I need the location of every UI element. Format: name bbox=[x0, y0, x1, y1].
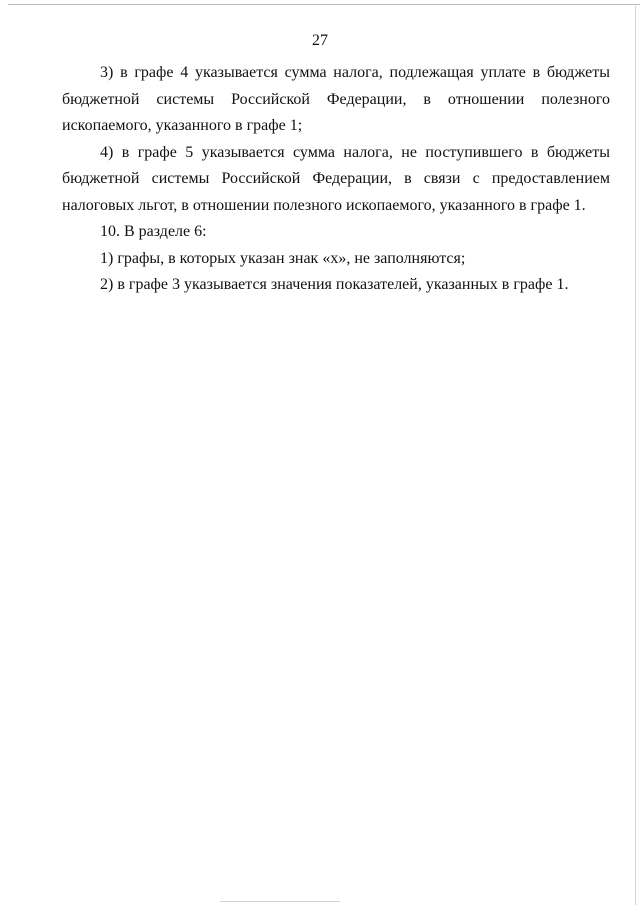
paragraph-item-2: 2) в графе 3 указывается значения показателей, указанных в графе 1. bbox=[100, 276, 569, 293]
document-body bbox=[62, 60, 610, 299]
page-number: 27 bbox=[312, 32, 328, 49]
scan-edge-top bbox=[8, 4, 640, 5]
paragraph-item-3: 3) в графе 4 указывается сумма налога, подлежащая уплате в бюджеты бюджетной системы Российской Федерации, в отношении полезного ископаемого, указанного в графе 1; bbox=[62, 64, 610, 134]
paragraph-item-1: 1) графы, в которых указан знак «х», не заполняются; bbox=[100, 249, 466, 267]
scan-edge-right bbox=[635, 6, 636, 905]
scan-edge-bottom bbox=[220, 901, 340, 902]
paragraph-item-4: 4) в графе 5 указывается сумма налога, не поступившего в бюджеты бюджетной системы Российской Федерации, в связи с предоставлением налоговых льгот, в отношении полезного ископаемого, указанного в графе 1. bbox=[62, 143, 610, 214]
section-heading-10: 10. В разделе 6: bbox=[100, 223, 207, 240]
